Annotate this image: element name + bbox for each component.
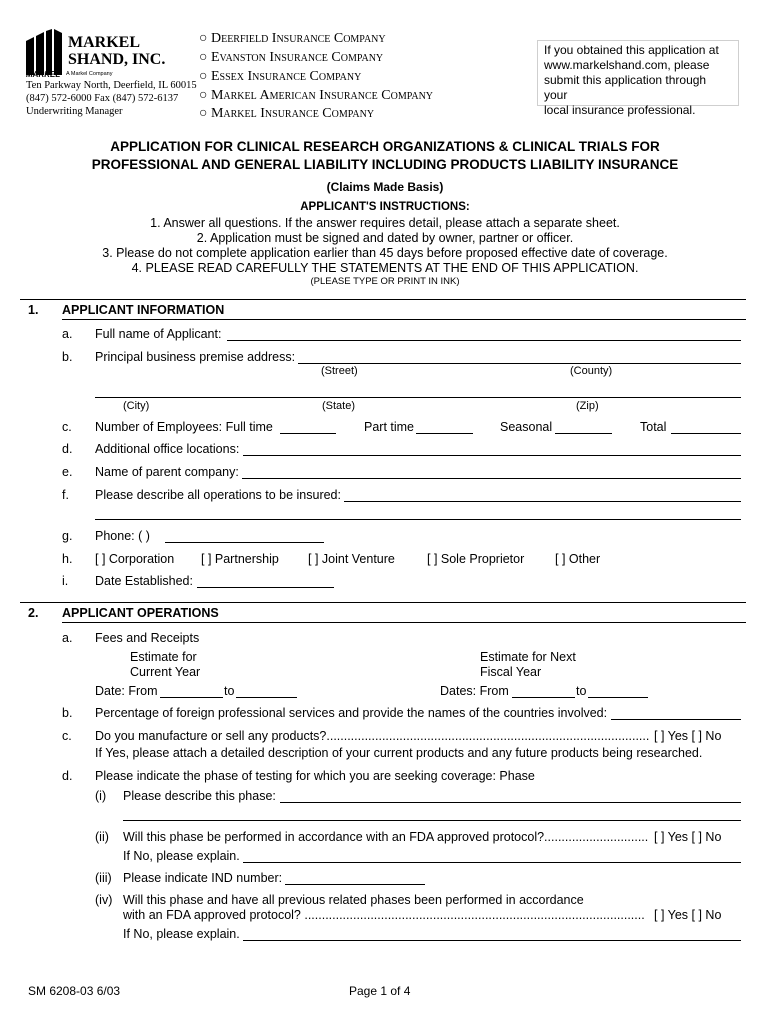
item-letter: c. [62,729,72,743]
company-item: ○ Deerfield Insurance Company [199,31,386,46]
company-item: ○ Essex Insurance Company [199,69,362,84]
previous-phases-yes-no[interactable]: [ ] Yes [ ] No [654,908,722,922]
parent-company-label: Name of parent company: [95,465,239,479]
phase-describe-field[interactable] [280,791,741,803]
fees-receipts-label: Fees and Receipts [95,631,200,645]
employees-parttime-field[interactable] [416,422,473,434]
notice-line: If you obtained this application at [544,43,719,57]
section-2-number: 2. [28,606,39,620]
section-1-title: APPLICANT INFORMATION [62,303,225,317]
next-dates-from-field[interactable] [512,686,575,698]
sub-item-number: (iv) [95,893,113,907]
employees-parttime-label: Part time [364,420,415,434]
item-letter: i. [62,574,69,588]
office-locations-label: Additional office locations: [95,442,240,456]
sub-item-number: (iii) [95,871,112,885]
next-year-estimate-label-2: Fiscal Year [480,665,542,679]
item-letter: a. [62,631,73,645]
sub-item-number: (ii) [95,830,109,844]
operations-field-continued[interactable] [95,508,741,520]
circle-icon: ○ [199,106,208,121]
brand-small-logo: MARKEL [26,70,61,79]
applicant-name-label: Full name of Applicant: [95,327,222,341]
fda-protocol-question: Will this phase be performed in accordance with an FDA approved protocol?.............................. [123,830,649,844]
parent-company-field[interactable] [242,467,741,479]
foreign-services-label: Percentage of foreign professional services and provide the names of the countries involved: [95,706,608,720]
instruction-item: 1. Answer all questions. If the answer requires detail, please attach a separate sheet. [150,216,620,230]
county-caption: (County) [570,365,613,377]
current-year-estimate-label-2: Current Year [130,665,201,679]
employees-total-field[interactable] [671,422,741,434]
notice-line: www.markelshand.com, please [544,58,710,72]
foreign-services-field[interactable] [611,708,741,720]
street-caption: (Street) [321,365,358,377]
next-dates-to-field[interactable] [588,686,648,698]
date-established-label: Date Established: [95,574,193,588]
street-county-field[interactable] [298,352,741,364]
entity-partnership-checkbox[interactable]: [ ] Partnership [201,552,279,566]
item-letter: c. [62,420,72,434]
business-address-label: Principal business premise address: [95,350,296,364]
company-address: Ten Parkway North, Deerfield, IL 60015 [26,80,197,91]
notice-line: submit this application through your [544,73,707,102]
office-locations-field[interactable] [243,444,741,456]
circle-icon: ○ [199,69,208,84]
company-item: ○ Markel American Insurance Company [199,88,434,103]
employees-seasonal-field[interactable] [555,422,612,434]
current-date-from-label: Date: From [95,684,158,698]
form-id: SM 6208-03 6/03 [28,984,121,998]
circle-icon: ○ [199,50,208,65]
current-year-estimate-label: Estimate for [130,650,197,664]
section-divider [20,602,746,603]
products-note: If Yes, please attach a detailed description of your current products and any future products being researched. [95,746,703,760]
phase-describe-field-continued[interactable] [123,809,741,821]
previous-phases-explain-label: If No, please explain. [123,927,240,941]
instructions-note: (PLEASE TYPE OR PRINT IN INK) [310,276,460,287]
current-date-to-label: to [224,684,235,698]
current-date-from-field[interactable] [160,686,223,698]
next-dates-from-label: Dates: From [440,684,509,698]
operations-label: Please describe all operations to be insured: [95,488,341,502]
entity-sole-proprietor-checkbox[interactable]: [ ] Sole Proprietor [427,552,525,566]
section-1-title-underline [62,319,746,320]
phone-label: Phone: ( ) [95,529,150,543]
fda-protocol-explain-label: If No, please explain. [123,849,240,863]
markel-logo [26,29,66,75]
fda-protocol-yes-no[interactable]: [ ] Yes [ ] No [654,830,722,844]
notice-line: local insurance professional. [544,103,696,117]
item-letter: d. [62,442,73,456]
section-2-title: APPLICANT OPERATIONS [62,606,219,620]
products-question: Do you manufacture or sell any products?............................................................................................. [95,729,650,743]
sub-item-number: (i) [95,789,107,803]
employees-seasonal-label: Seasonal [500,420,553,434]
circle-icon: ○ [199,31,208,46]
item-letter: f. [62,488,69,502]
markel-logo-mark [26,29,66,75]
item-letter: e. [62,465,73,479]
company-item: ○ Markel Insurance Company [199,106,375,121]
state-caption: (State) [322,400,356,412]
applicant-name-field[interactable] [227,329,741,341]
brand-small-sub: A Markel Company [66,71,113,77]
brand-name-line1: MARKEL [68,34,140,51]
next-dates-to-label: to [576,684,587,698]
zip-caption: (Zip) [576,400,599,412]
employees-total-label: Total [640,420,667,434]
instructions-heading: APPLICANT'S INSTRUCTIONS: [300,201,470,213]
item-letter: d. [62,769,73,783]
current-date-to-field[interactable] [236,686,297,698]
employees-fulltime-field[interactable] [280,422,336,434]
previous-phases-question-2: with an FDA approved protocol? .................................................................................................. [123,908,645,922]
entity-joint-venture-checkbox[interactable]: [ ] Joint Venture [308,552,395,566]
section-divider [20,299,746,300]
entity-corporation-checkbox[interactable]: [ ] Corporation [95,552,175,566]
instruction-item: 3. Please do not complete application earlier than 45 days before proposed effective date of coverage. [102,246,668,260]
item-letter: b. [62,706,73,720]
fda-protocol-explain-field[interactable] [243,851,741,863]
online-notice-box [537,40,739,117]
previous-phases-question: Will this phase and have all previous related phases been performed in accordance [123,893,584,907]
section-1-number: 1. [28,303,39,317]
ind-number-label: Please indicate IND number: [123,871,283,885]
city-state-zip-field[interactable] [95,386,741,398]
section-2-title-underline [62,622,746,623]
page-number: Page 1 of 4 [349,984,411,998]
phase-describe-label: Please describe this phase: [123,789,276,803]
title-line-1: APPLICATION FOR CLINICAL RESEARCH ORGANIZATIONS & CLINICAL TRIALS FOR [110,139,660,154]
employees-fulltime-label: Number of Employees: Full time [95,420,273,434]
instruction-item: 4. PLEASE READ CAREFULLY THE STATEMENTS AT THE END OF THIS APPLICATION. [131,261,639,275]
ind-number-field[interactable] [285,873,425,885]
claims-basis: (Claims Made Basis) [326,180,444,194]
entity-other-checkbox[interactable]: [ ] Other [555,552,601,566]
item-letter: a. [62,327,73,341]
item-letter: g. [62,529,73,543]
previous-phases-explain-field[interactable] [243,929,741,941]
city-caption: (City) [123,400,150,412]
company-dept: Underwriting Manager [26,106,123,117]
next-year-estimate-label: Estimate for Next [480,650,576,664]
item-letter: h. [62,552,73,566]
company-item: ○ Evanston Insurance Company [199,50,384,65]
instruction-item: 2. Application must be signed and dated by owner, partner or officer. [196,231,574,245]
products-yes-no[interactable]: [ ] Yes [ ] No [654,729,722,743]
title-line-2: PROFESSIONAL AND GENERAL LIABILITY INCLUDING PRODUCTS LIABILITY INSURANCE [91,157,679,172]
company-phone: (847) 572-6000 Fax (847) 572-6137 [26,93,179,104]
date-established-field[interactable] [197,576,334,588]
phase-question: Please indicate the phase of testing for which you are seeking coverage: Phase [95,769,535,783]
phone-field[interactable] [165,531,324,543]
item-letter: b. [62,350,73,364]
operations-field[interactable] [344,490,741,502]
brand-name-line2: SHAND, INC. [68,51,166,68]
circle-icon: ○ [199,88,208,103]
